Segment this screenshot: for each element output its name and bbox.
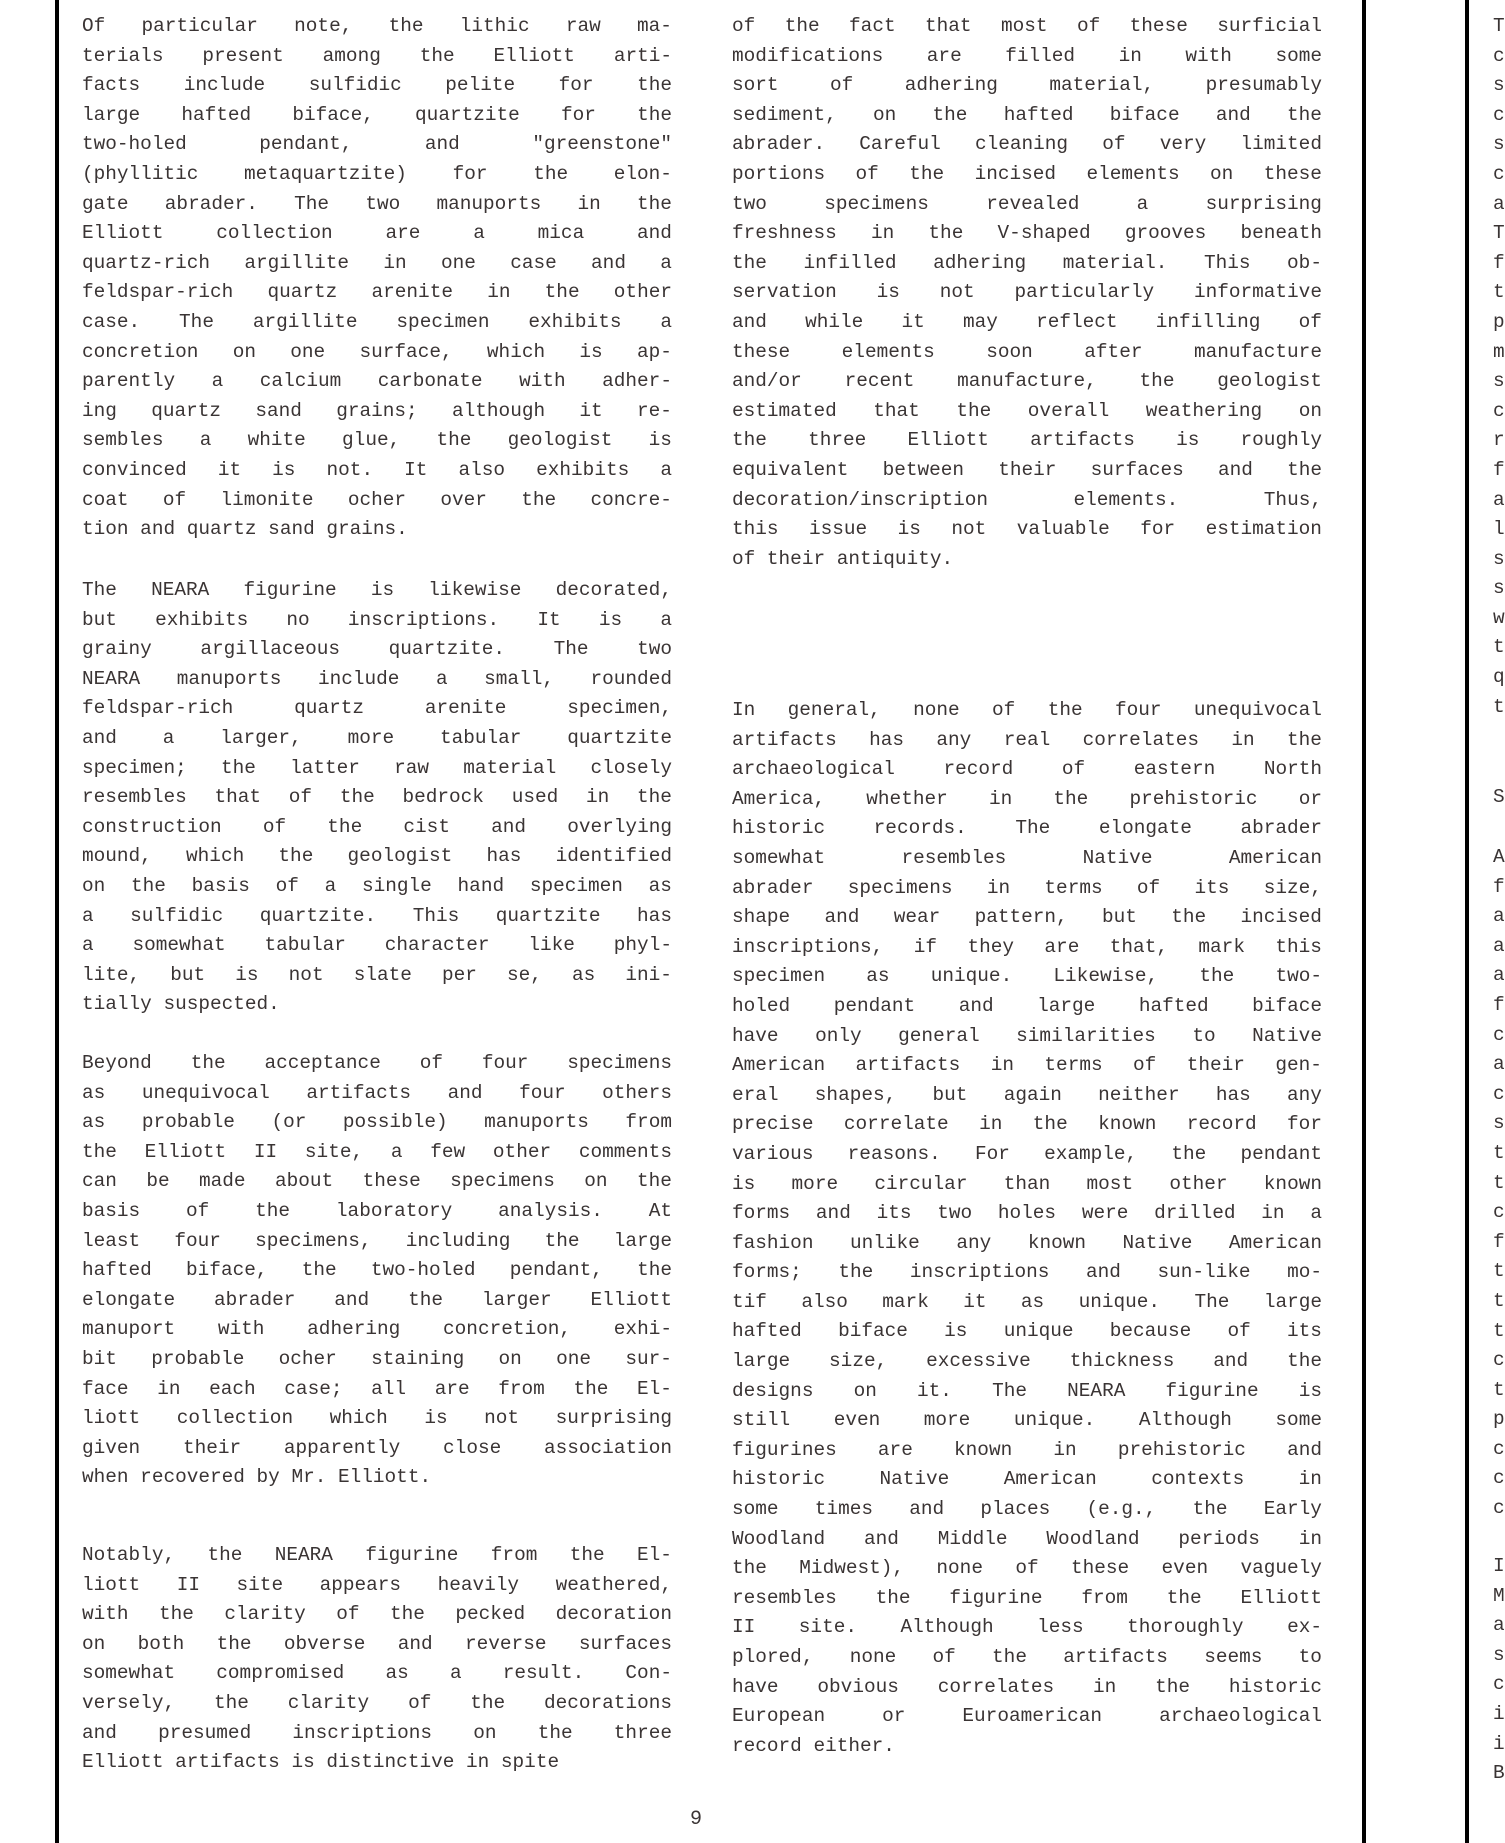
text-line: resembles that of the bedrock used in the	[82, 786, 672, 809]
text-line: archaeological record of eastern North	[732, 758, 1322, 781]
text-line: feldspar-rich quartz arenite in the other	[82, 281, 672, 304]
text-line: sort of adhering material, presumably	[732, 74, 1322, 97]
text-line: various reasons. For example, the pendant	[732, 1142, 1322, 1165]
text-line: and while it may reflect infilling of	[732, 310, 1322, 333]
text-line: hafted biface, the two-holed pendant, the	[82, 1259, 672, 1282]
text-line: can be made about these specimens on the	[82, 1170, 672, 1193]
text-line: c	[1493, 1497, 1505, 1520]
text-line: tion and quartz sand grains.	[82, 518, 408, 541]
text-line: some times and places (e.g., the Early	[732, 1498, 1322, 1521]
text-line: basis of the laboratory analysis. At	[82, 1199, 672, 1222]
text-line: bit probable ocher staining on one sur-	[82, 1347, 672, 1370]
text-line: r	[1493, 429, 1505, 452]
text-line: f	[1493, 1230, 1505, 1253]
text-line: t	[1493, 636, 1505, 659]
text-line: have obvious correlates in the historic	[732, 1675, 1322, 1698]
text-line: a	[1493, 905, 1505, 928]
text-line: A	[1493, 846, 1505, 868]
text-line: c	[1493, 1437, 1505, 1460]
text-line: holed pendant and large hafted biface	[732, 994, 1322, 1017]
next-page-fragment-2	[1493, 843, 1505, 1524]
text-line: s	[1493, 577, 1505, 600]
text-line: the infilled adhering material. This ob-	[732, 251, 1322, 274]
text-line: of the fact that most of these surficial	[732, 15, 1322, 37]
text-line: abrader. Careful cleaning of very limited	[732, 133, 1322, 156]
text-line: estimated that the overall weathering on	[732, 399, 1322, 422]
text-line: construction of the cist and overlying	[82, 815, 672, 838]
text-line: s	[1493, 370, 1505, 393]
text-line: European or Euroamerican archaeological	[732, 1705, 1322, 1728]
text-line: t	[1493, 1319, 1505, 1342]
text-line: historic Native American contexts in	[732, 1468, 1322, 1491]
text-line: B	[1493, 1762, 1505, 1785]
text-line: and a larger, more tabular quartzite	[82, 726, 672, 749]
next-page-heading-letter: S	[1493, 786, 1505, 808]
text-line: w	[1493, 606, 1505, 629]
text-line: (phyllitic metaquartzite) for the elon-	[82, 162, 672, 185]
text-line: tially suspected.	[82, 993, 280, 1016]
text-line: when recovered by Mr. Elliott.	[82, 1466, 432, 1489]
text-line: as unequivocal artifacts and four others	[82, 1081, 672, 1104]
text-line: s	[1493, 547, 1505, 570]
text-line: artifacts has any real correlates in the	[732, 728, 1322, 751]
text-line: Of particular note, the lithic raw ma-	[82, 15, 672, 37]
text-line: f	[1493, 458, 1505, 481]
left-paragraph-4	[82, 1541, 672, 1778]
text-line: large size, excessive thickness and the	[732, 1350, 1322, 1373]
text-line: c	[1493, 1673, 1505, 1696]
text-line: f	[1493, 251, 1505, 274]
text-line: a somewhat tabular character like phyl-	[82, 934, 672, 957]
text-line: somewhat resembles Native American	[732, 846, 1322, 869]
text-line: case. The argillite specimen exhibits a	[82, 310, 672, 333]
text-line: record either.	[732, 1734, 895, 1757]
text-line: p	[1493, 1408, 1505, 1431]
text-line: resembles the figurine from the Elliott	[732, 1586, 1322, 1609]
text-line: the Elliott II site, a few other comments	[82, 1140, 672, 1163]
text-line: a	[1493, 488, 1505, 511]
text-line: grainy argillaceous quartzite. The two	[82, 638, 672, 661]
text-line: t	[1493, 1289, 1505, 1312]
text-line: figurines are known in prehistoric and	[732, 1438, 1322, 1461]
text-line: c	[1493, 399, 1505, 422]
text-line: T	[1493, 222, 1505, 245]
text-line: versely, the clarity of the decorations	[82, 1691, 672, 1714]
text-line: The NEARA figurine is likewise decorated,	[82, 579, 672, 601]
text-line: a	[1493, 934, 1505, 957]
text-line: liott II site appears heavily weathered,	[82, 1573, 672, 1596]
text-line: face in each case; all are from the El-	[82, 1377, 672, 1400]
text-line: given their apparently close association	[82, 1436, 672, 1459]
text-line: precise correlate in the known record for	[732, 1113, 1322, 1136]
text-line: coat of limonite ocher over the concre-	[82, 488, 672, 511]
text-line: c	[1493, 1349, 1505, 1372]
left-paragraph-2	[82, 576, 672, 1020]
text-line: mound, which the geologist has identified	[82, 845, 672, 868]
text-line: ing quartz sand grains; although it re-	[82, 399, 672, 422]
text-line: tif also mark it as unique. The large	[732, 1290, 1322, 1313]
text-line: T	[1493, 15, 1505, 37]
text-line: designs on it. The NEARA figurine is	[732, 1379, 1322, 1402]
text-line: eral shapes, but again neither has any	[732, 1083, 1322, 1106]
text-line: historic records. The elongate abrader	[732, 817, 1322, 840]
text-line: plored, none of the artifacts seems to	[732, 1646, 1322, 1668]
text-line: and/or recent manufacture, the geologist	[732, 370, 1322, 393]
text-line: In general, none of the four unequivocal	[732, 699, 1322, 721]
text-line: Elliott artifacts is distinctive in spite	[82, 1751, 560, 1774]
text-line: large hafted biface, quartzite for the	[82, 103, 672, 126]
text-line: the Midwest), none of these even vaguely	[732, 1557, 1322, 1580]
text-line: c	[1493, 1082, 1505, 1105]
text-line: servation is not particularly informative	[732, 281, 1322, 304]
text-line: s	[1493, 133, 1505, 156]
text-line: fashion unlike any known Native American	[732, 1231, 1322, 1254]
text-line: on the basis of a single hand specimen as	[82, 874, 672, 897]
next-page-heading-fragment	[1493, 783, 1505, 813]
text-line: t	[1493, 281, 1505, 304]
text-line: s	[1493, 1643, 1505, 1666]
text-line: forms and its two holes were drilled in a	[732, 1202, 1322, 1225]
text-line: convinced it is not. It also exhibits a	[82, 458, 672, 481]
text-line: c	[1493, 44, 1505, 67]
text-line: of their antiquity.	[732, 547, 954, 570]
text-line: shape and wear pattern, but the incised	[732, 906, 1322, 929]
text-line: sembles a white glue, the geologist is	[82, 429, 672, 452]
text-line: Woodland and Middle Woodland periods in	[732, 1527, 1322, 1550]
text-line: hafted biface is unique because of its	[732, 1320, 1322, 1343]
text-line: p	[1493, 310, 1505, 333]
text-line: feldspar-rich quartz arenite specimen,	[82, 697, 672, 720]
text-line: s	[1493, 1112, 1505, 1135]
text-line: f	[1493, 875, 1505, 898]
text-line: gate abrader. The two manuports in the	[82, 192, 672, 215]
text-line: facts include sulfidic pelite for the	[82, 74, 672, 97]
text-line: with the clarity of the pecked decoration	[82, 1603, 672, 1626]
text-line: and presumed inscriptions on the three	[82, 1721, 672, 1744]
text-line: the three Elliott artifacts is roughly	[732, 429, 1322, 452]
text-line: have only general similarities to Native	[732, 1024, 1322, 1047]
text-line: portions of the incised elements on these	[732, 162, 1322, 185]
text-line: America, whether in the prehistoric or	[732, 787, 1322, 810]
left-paragraph-3	[82, 1049, 672, 1493]
text-line: i	[1493, 1732, 1505, 1755]
text-line: elongate abrader and the larger Elliott	[82, 1288, 672, 1311]
text-line: t	[1493, 1141, 1505, 1164]
text-line: t	[1493, 695, 1505, 718]
text-line: a sulfidic quartzite. This quartzite has	[82, 904, 672, 927]
text-line: as probable (or possible) manuports from	[82, 1111, 672, 1134]
text-line: NEARA manuports include a small, rounded	[82, 667, 672, 690]
text-line: c	[1493, 1201, 1505, 1224]
text-line: t	[1493, 1378, 1505, 1401]
page-number: 9	[690, 1808, 703, 1831]
next-page-fragment-3	[1493, 1552, 1505, 1789]
next-page-fragment-1	[1493, 12, 1505, 722]
text-line: inscriptions, if they are that, mark this	[732, 935, 1322, 958]
text-line: manuport with adhering concretion, exhi-	[82, 1318, 672, 1341]
text-line: modifications are filled in with some	[732, 44, 1322, 67]
text-line: t	[1493, 1171, 1505, 1194]
text-line: sediment, on the hafted biface and the	[732, 103, 1322, 126]
text-line: t	[1493, 1260, 1505, 1283]
text-line: a	[1493, 964, 1505, 987]
text-line: lite, but is not slate per se, as ini-	[82, 963, 672, 986]
middle-paragraph-1	[732, 12, 1322, 574]
text-line: c	[1493, 1023, 1505, 1046]
text-line: freshness in the V-shaped grooves beneath	[732, 222, 1322, 245]
text-line: specimen as unique. Likewise, the two-	[732, 965, 1322, 988]
text-line: Beyond the acceptance of four specimens	[82, 1052, 672, 1074]
text-line: specimen; the latter raw material closely	[82, 756, 672, 779]
text-line: least four specimens, including the large	[82, 1229, 672, 1252]
left-paragraph-1	[82, 12, 672, 545]
middle-paragraph-2	[732, 696, 1322, 1761]
text-line: Elliott collection are a mica and	[82, 222, 672, 245]
text-line: c	[1493, 1467, 1505, 1490]
text-line: two-holed pendant, and "greenstone"	[82, 133, 672, 156]
text-line: quartz-rich argillite in one case and a	[82, 251, 672, 274]
text-line: decoration/inscription elements. Thus,	[732, 488, 1322, 511]
text-line: is more circular than most other known	[732, 1172, 1322, 1195]
text-line: II site. Although less thoroughly ex-	[732, 1616, 1322, 1639]
text-line: c	[1493, 103, 1505, 126]
text-line: abrader specimens in terms of its size,	[732, 876, 1322, 899]
text-line: forms; the inscriptions and sun-like mo-	[732, 1261, 1322, 1284]
text-line: a	[1493, 1614, 1505, 1637]
text-line: s	[1493, 74, 1505, 97]
text-line: somewhat compromised as a result. Con-	[82, 1662, 672, 1685]
text-line: a	[1493, 1053, 1505, 1076]
text-line: this issue is not valuable for estimation	[732, 518, 1322, 541]
text-line: still even more unique. Although some	[732, 1409, 1322, 1432]
text-line: on both the obverse and reverse surfaces	[82, 1632, 672, 1655]
text-line: two specimens revealed a surprising	[732, 192, 1322, 215]
text-line: i	[1493, 1702, 1505, 1725]
text-line: q	[1493, 666, 1505, 689]
text-line: liott collection which is not surprising	[82, 1407, 672, 1430]
text-line: Notably, the NEARA figurine from the El-	[82, 1544, 672, 1566]
text-line: l	[1493, 518, 1505, 541]
text-line: American artifacts in terms of their gen-	[732, 1054, 1322, 1077]
text-line: a	[1493, 192, 1505, 215]
text-line: I	[1493, 1555, 1505, 1577]
text-line: f	[1493, 993, 1505, 1016]
text-line: m	[1493, 340, 1505, 363]
text-line: c	[1493, 162, 1505, 185]
text-line: terials present among the Elliott arti-	[82, 44, 672, 67]
text-line: M	[1493, 1584, 1505, 1607]
text-line: parently a calcium carbonate with adher-	[82, 370, 672, 393]
text-line: but exhibits no inscriptions. It is a	[82, 608, 672, 631]
text-line: equivalent between their surfaces and the	[732, 458, 1322, 481]
text-line: these elements soon after manufacture	[732, 340, 1322, 363]
text-line: concretion on one surface, which is ap-	[82, 340, 672, 363]
